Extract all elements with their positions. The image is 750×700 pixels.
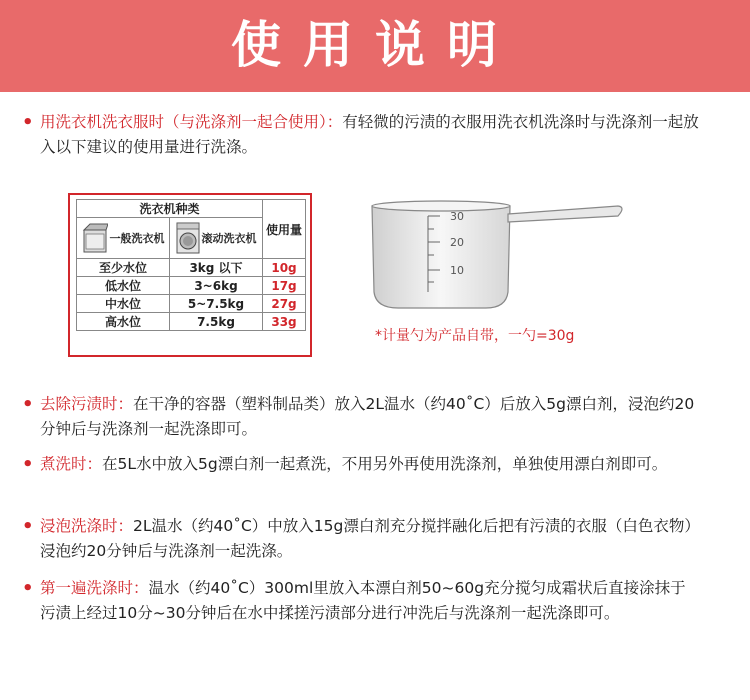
row-capacity: 5~7.5kg: [170, 295, 263, 313]
row-amount: 10g: [263, 259, 306, 277]
section-text: 在干净的容器（塑料制品类）放入2L温水（约40˚C）后放入5g漂白剂，浸泡约20分钟后与洗涤剂一起洗涤即可。: [40, 395, 695, 438]
section-text: 温水（约40˚C）300ml里放入本漂白剂50~60g充分搅匀成霜状后直接涂抹于污渍上经过10分~30分钟后在水中揉搓污渍部分进行冲洗后与洗涤剂一起洗涤即可。: [40, 579, 686, 622]
header-machine-type: 洗衣机种类: [77, 200, 263, 218]
section-lead: 浸泡洗涤时：: [40, 517, 134, 535]
row-level: 低水位: [77, 277, 170, 295]
row-level: 高水位: [77, 313, 170, 331]
machine-drum: [170, 218, 263, 259]
bullet-icon: •: [22, 454, 34, 475]
row-capacity: 3~6kg: [170, 277, 263, 295]
section-text: 2L温水（约40˚C）中放入15g漂白剂充分搅拌融化后把有污渍的衣服（白色衣物）浸泡约20分钟后与洗涤剂一起洗涤。: [40, 517, 700, 560]
mark-10: 10: [450, 264, 464, 277]
row-amount: 27g: [263, 295, 306, 313]
mark-30: 30: [450, 210, 464, 223]
table-row: [77, 295, 306, 313]
row-amount: 33g: [263, 313, 306, 331]
header-usage: 使用量: [263, 200, 306, 259]
section-text: 在5L水中放入5g漂白剂一起煮洗，不用另外再使用洗涤剂，单独使用漂白剂即可。: [102, 455, 668, 473]
bullet-icon: •: [22, 112, 34, 133]
title-banner: [0, 0, 750, 92]
top-loader-icon: [82, 222, 108, 254]
cup-handle: [508, 206, 622, 222]
intro-text: 有轻微的污渍的衣服用洗衣机洗涤时与洗涤剂一起放入以下建议的使用量进行洗涤。: [40, 113, 699, 156]
usage-table: [76, 199, 306, 331]
row-level: 中水位: [77, 295, 170, 313]
drum-washer-icon: [176, 222, 200, 254]
row-capacity: 3kg 以下: [170, 259, 263, 277]
row-amount: 17g: [263, 277, 306, 295]
intro-lead: 用洗衣机洗衣服时（与洗涤剂一起合使用）：: [40, 113, 343, 131]
table-row: [77, 259, 306, 277]
mark-20: 20: [450, 236, 464, 249]
intro-section: [22, 110, 700, 160]
table-row: [77, 313, 306, 331]
bullet-icon: •: [22, 578, 34, 599]
machine-top-loader: [77, 218, 170, 259]
section-lead: 煮洗时：: [40, 455, 103, 473]
page-title: 使用说明: [231, 15, 519, 74]
table-row: [77, 277, 306, 295]
row-capacity: 7.5kg: [170, 313, 263, 331]
section-first-wash: [22, 576, 700, 626]
machine-top-label: 一般洗衣机: [109, 232, 165, 245]
section-boil-wash: [22, 452, 700, 477]
section-lead: 去除污渍时：: [40, 395, 134, 413]
cup-body: [372, 206, 510, 308]
section-stain-removal: [22, 392, 700, 442]
bullet-icon: •: [22, 394, 34, 415]
usage-table-frame: [68, 193, 312, 357]
section-soak-wash: [22, 514, 700, 564]
bullet-icon: •: [22, 516, 34, 537]
cup-note: *计量勺为产品自带，一勺=30g: [375, 328, 575, 344]
cup-rim: [372, 201, 510, 211]
machine-drum-label: 滚动洗衣机: [201, 232, 257, 245]
section-lead: 第一遍洗涤时：: [40, 579, 149, 597]
measuring-cup-illustration: [368, 192, 630, 312]
row-level: 至少水位: [77, 259, 170, 277]
